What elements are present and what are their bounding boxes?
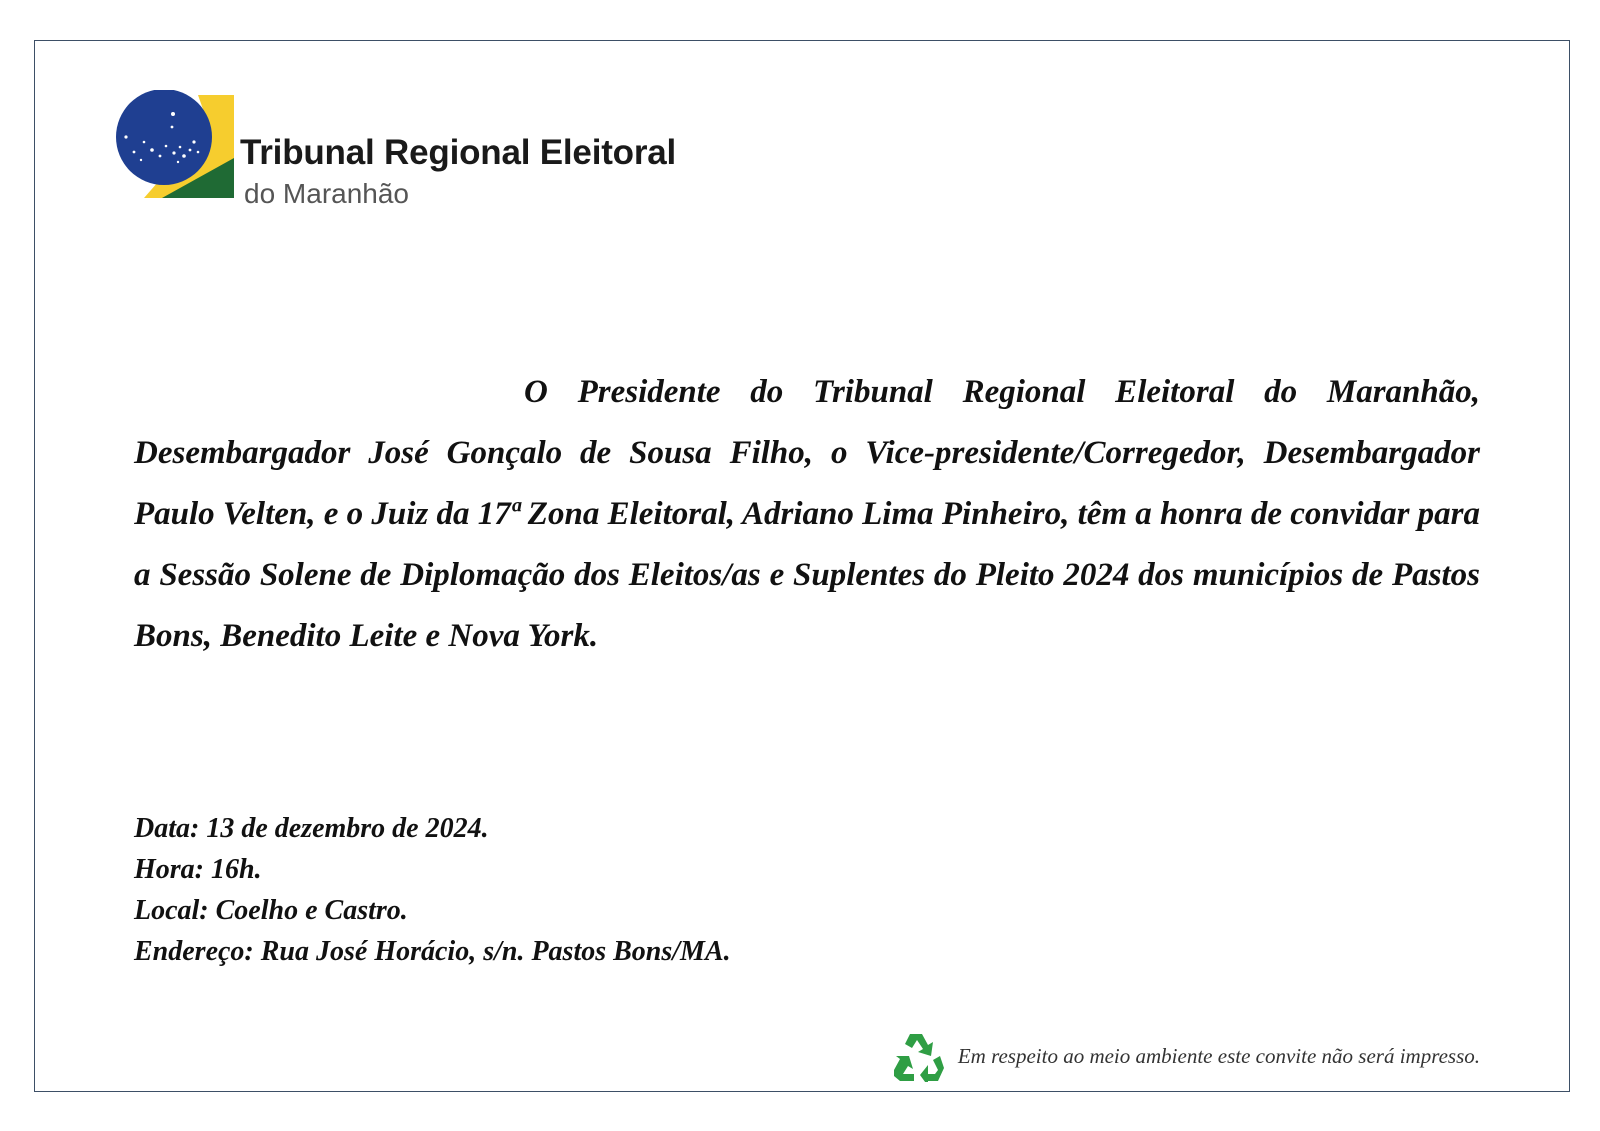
recycle-icon [888, 1030, 944, 1082]
footer [888, 1030, 1480, 1082]
invitation-text: O Presidente do Tribunal Regional Eleitoral do Maranhão, Desembargador José Gonçalo de Sousa Filho, o Vice-presidente/Corregedor, Desembargador Paulo Velten, e o Juiz da 17ª Zona Eleitoral, Adriano Lima Pinheiro, têm a honra de convidar para a Sessão Solene de Diplomação dos Eleitos/as e Suplentes do Pleito 2024 dos municípios de Pastos Bons, Benedito Leite e Nova York. [134, 374, 1481, 654]
org-name: Tribunal Regional Eleitoral [240, 133, 677, 172]
footer-note: Em respeito ao meio ambiente este convite não será impresso. [957, 1044, 1480, 1068]
tre-ma-logo-icon [114, 90, 239, 208]
event-address: Endereço: Rua José Horácio, s/n. Pastos Bons/MA. [134, 936, 731, 967]
event-time: Hora: 16h. [134, 854, 262, 885]
org-subtitle: do Maranhão [244, 178, 410, 209]
event-location: Local: Coelho e Castro. [134, 895, 408, 926]
event-details [134, 808, 731, 972]
event-date: Data: 13 de dezembro de 2024. [134, 813, 489, 844]
